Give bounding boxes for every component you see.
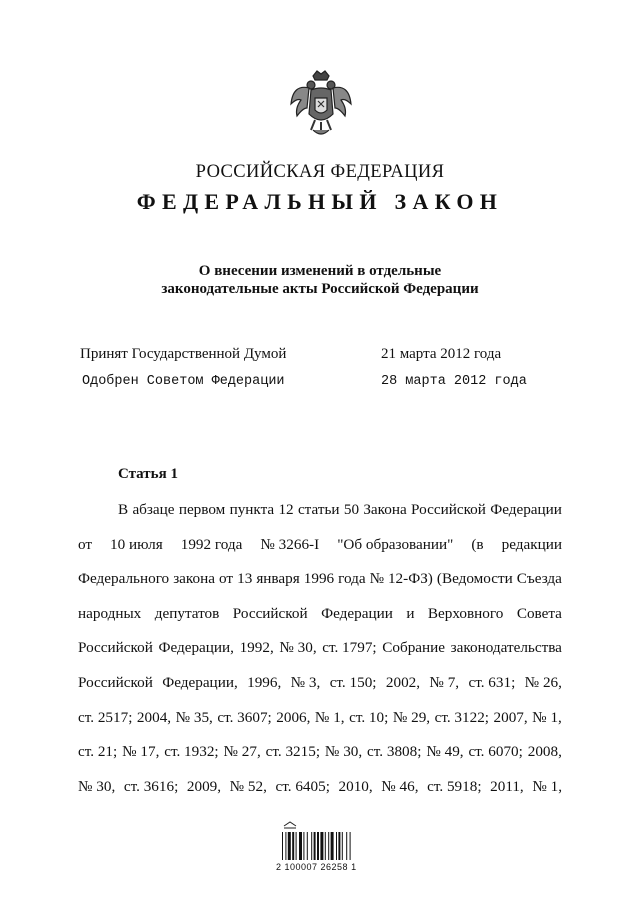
article-word: Закона — [363, 501, 407, 518]
article-word: Федерации, — [158, 639, 234, 657]
article-word: 1996, — [247, 673, 282, 691]
article-line — [78, 562, 562, 597]
article-word: В — [118, 501, 129, 518]
article-word: ст. 3122; — [434, 708, 490, 726]
article-line — [78, 631, 562, 666]
article-word: и — [406, 604, 415, 622]
article-word: от — [219, 570, 234, 588]
article-word: ст. 6070; — [468, 743, 523, 761]
article-word: Российской — [78, 673, 153, 691]
article-word: ст. 631; — [468, 673, 516, 691]
article-word: № 29, — [392, 708, 431, 726]
article-word: Федерации — [321, 604, 393, 622]
article-word: пункта — [229, 501, 275, 518]
article-line — [78, 597, 562, 632]
article-line — [78, 701, 562, 736]
article-word: 13 — [237, 570, 253, 588]
article-word: 12 — [278, 501, 294, 518]
law-subject-line-2: законодательные акты Российской Федерации — [161, 281, 479, 297]
article-word: № 27, — [223, 743, 261, 761]
article-word: № 3266-I — [260, 535, 320, 553]
article-word: депутатов — [154, 604, 220, 622]
adoption-council-label: Одобрен Советом Федерации — [82, 374, 285, 389]
article-word: № 7, — [429, 673, 460, 691]
article-word: 2006, — [276, 708, 311, 726]
article-word: Собрание — [382, 639, 446, 657]
coat-of-arms-icon — [287, 68, 355, 146]
article-word: Российской — [78, 639, 153, 657]
article-word: Российской — [411, 501, 486, 518]
article-word: ст. 3607; — [217, 708, 272, 726]
adoption-council-date: 28 марта 2012 года — [381, 374, 527, 389]
article-word: 2007, — [493, 708, 528, 726]
article-word: января — [256, 570, 300, 588]
article-line — [78, 528, 562, 563]
article-word: № 49, — [426, 743, 464, 761]
article-word: № 52, — [229, 777, 267, 795]
article-line — [78, 770, 562, 805]
law-subject-line-1: О внесении изменений в отдельные — [198, 263, 442, 279]
article-word: № 30, — [279, 639, 317, 657]
article-word: 1992, — [239, 639, 274, 657]
article-title: Статья 1 — [118, 466, 178, 482]
article-word: ст. 10; — [349, 708, 389, 726]
article-line — [78, 735, 562, 770]
article-word: № 1, — [314, 708, 345, 726]
article-word: ст. 3808; — [367, 743, 422, 761]
article-word: ст. 21; — [78, 743, 118, 761]
article-word: Федерального — [78, 570, 170, 588]
article-word: ст. 1797; — [322, 639, 377, 657]
article-word: ст. 2517; — [78, 708, 133, 726]
article-word: № 3, — [290, 673, 321, 691]
article-word: ст. 1932; — [164, 743, 219, 761]
article-word: 1992 года — [180, 535, 243, 553]
article-word: первом — [178, 501, 226, 518]
article-word: года — [338, 570, 366, 588]
article-word: Совета — [516, 604, 562, 622]
article-word: № 35, — [175, 708, 213, 726]
article-word: 10 июля — [110, 535, 163, 553]
article-word: 2004, — [136, 708, 172, 726]
article-word: редакции — [501, 535, 562, 553]
article-word: № 12-ФЗ) — [369, 570, 433, 588]
article-word: законодательства — [450, 639, 562, 657]
article-word: от — [78, 535, 93, 553]
article-word: № 1, — [532, 708, 562, 726]
adoption-duma-label: Принят Государственной Думой — [80, 346, 287, 362]
article-word: (в — [471, 535, 484, 553]
article-word: 50 — [343, 501, 360, 518]
article-word: ст. 6405; — [275, 777, 330, 795]
article-word: Верховного — [427, 604, 504, 622]
article-word: 2011, — [490, 777, 524, 795]
law-type-title: ФЕДЕРАЛЬНЫЙ ЗАКОН — [136, 189, 504, 214]
article-word: ст. 3616; — [123, 777, 179, 795]
article-word: 2002, — [385, 673, 421, 691]
barcode-number: 2 100007 26258 1 — [276, 862, 357, 872]
article-word: 2009, — [186, 777, 222, 795]
article-word: Федерации — [490, 501, 562, 518]
country-title: РОССИЙСКАЯ ФЕДЕРАЦИЯ — [195, 162, 445, 182]
article-word: № 1, — [532, 777, 562, 795]
article-word: ст. 150; — [329, 673, 377, 691]
article-word: народных — [78, 604, 142, 622]
adoption-duma-date: 21 марта 2012 года — [381, 346, 502, 362]
article-word: № 17, — [122, 743, 160, 761]
law-subject — [0, 262, 640, 298]
article-line — [78, 493, 562, 528]
article-word: Российской — [232, 604, 308, 622]
article-word: абзаце — [132, 501, 175, 518]
article-word: № 30, — [78, 777, 116, 795]
article-word: Съезда — [516, 570, 562, 588]
article-word: 2010, — [338, 777, 373, 795]
article-word: "Об образовании" — [337, 535, 454, 553]
article-word: 1996 — [303, 570, 335, 588]
article-line — [78, 666, 562, 701]
article-word: № 30, — [324, 743, 363, 761]
article-word: статьи — [297, 501, 340, 518]
article-word: ст. 5918; — [427, 777, 482, 795]
article-word: № 26, — [524, 673, 562, 691]
article-word: (Ведомости — [436, 570, 513, 588]
article-word: 2008, — [527, 743, 562, 761]
article-word: ст. 3215; — [265, 743, 321, 761]
article-body — [78, 493, 562, 804]
article-word: № 46, — [381, 777, 419, 795]
article-word: закона — [173, 570, 215, 588]
article-word: Федерации, — [162, 673, 238, 691]
